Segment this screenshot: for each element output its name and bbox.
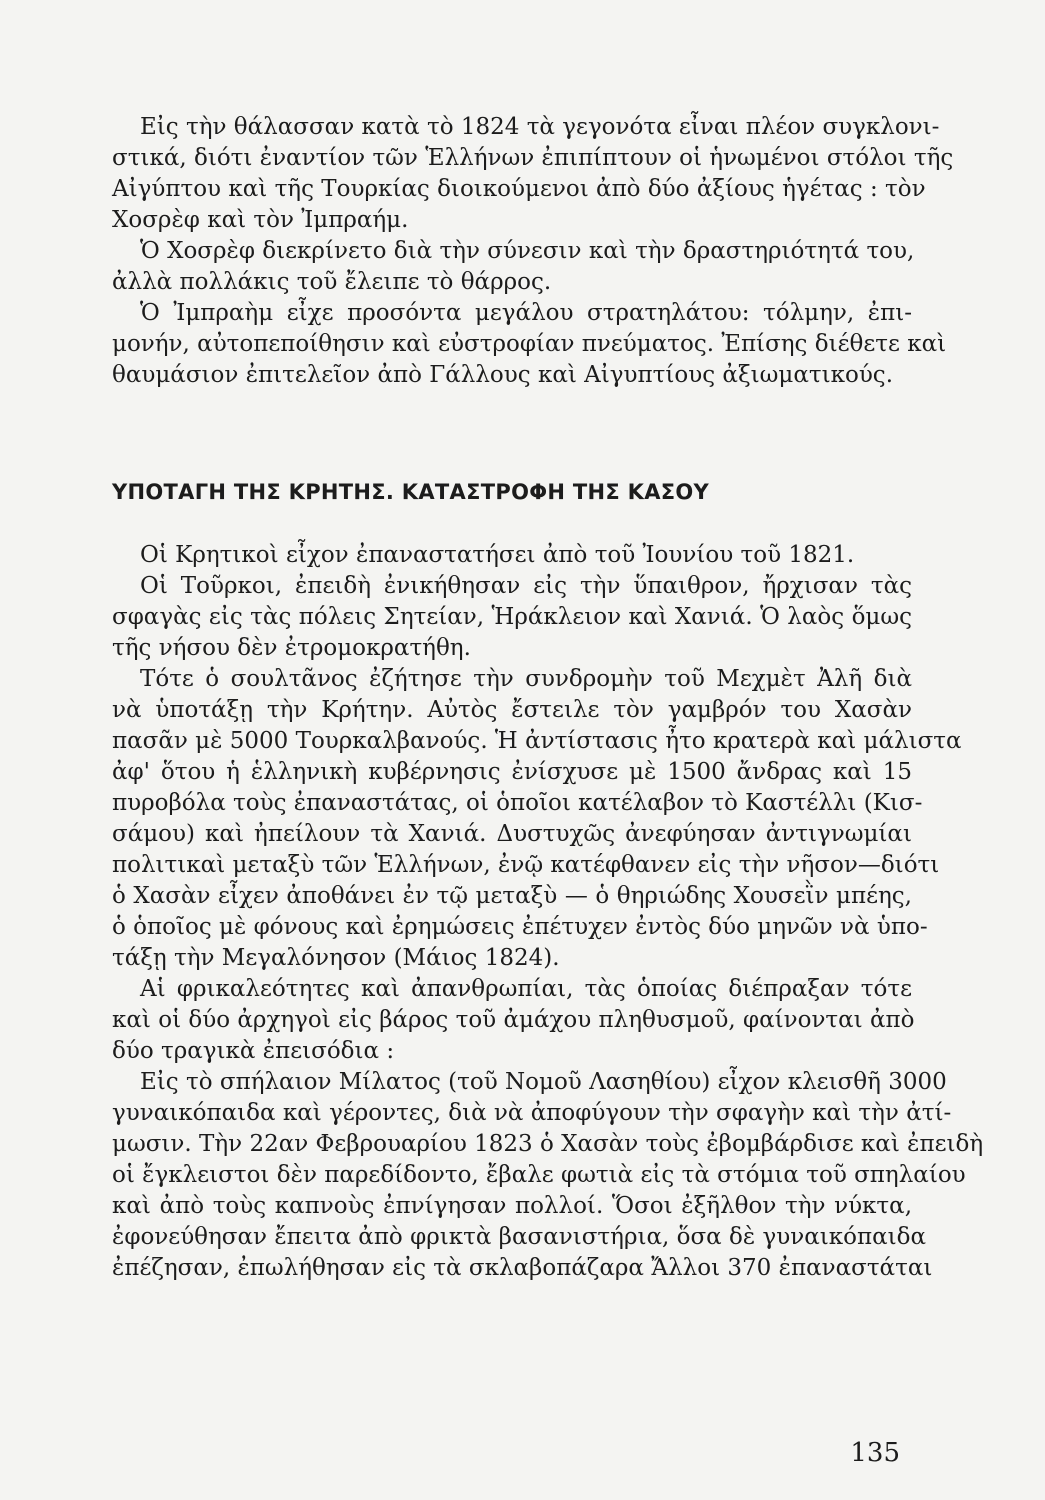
text-line: μονήν, αὐτοπεποίθησιν καὶ εὐστροφίαν πνεύματος. Ἐπίσης διέθετε καὶ <box>112 331 947 357</box>
text-line: Χοσρὲφ καὶ τὸν Ἰμπραήμ. <box>112 207 409 233</box>
text-line: Ὁ Ἰμπραὴμ εἶχε προσόντα μεγάλου στρατηλάτου: τόλμην, ἐπι- <box>140 300 912 326</box>
text-line: ὁ ὁποῖος μὲ φόνους καὶ ἐρημώσεις ἐπέτυχεν ἐντὸς δύο μηνῶν νὰ ὑπο- <box>112 914 928 940</box>
text-line: ἀφ' ὅτου ἡ ἑλληνικὴ κυβέρνησις ἐνίσχυσε μὲ 1500 ἄνδρας καὶ 15 <box>112 759 912 785</box>
text-line: οἱ ἔγκλειστοι δὲν παρεδίδοντο, ἔβαλε φωτιὰ εἰς τὰ στόμια τοῦ σπηλαίου <box>112 1162 966 1188</box>
text-line: σφαγὰς εἰς τὰς πόλεις Σητείαν, Ἡράκλειον καὶ Χανιά. Ὁ λαὸς ὅμως <box>112 604 912 630</box>
section-heading: ΥΠΟΤΑΓΗ ΤΗΣ ΚΡΗΤΗΣ. ΚΑΤΑΣΤΡΟΦΗ ΤΗΣ ΚΑΣΟΥ <box>112 480 710 504</box>
text-line: μωσιν. Τὴν 22αν Φεβρουαρίου 1823 ὁ Χασὰν τοὺς ἐβομβάρδισε καὶ ἐπειδὴ <box>112 1131 984 1157</box>
text-line: ὁ Χασὰν εἶχεν ἀποθάνει ἐν τῷ μεταξὺ — ὁ θηριώδης Χουσεῒν μπέης, <box>112 883 912 909</box>
text-line: σάμου) καὶ ἠπείλουν τὰ Χανιά. Δυστυχῶς ἀνεφύησαν ἀντιγνωμίαι <box>112 821 912 847</box>
text-line: καὶ οἱ δύο ἀρχηγοὶ εἰς βάρος τοῦ ἀμάχου πληθυσμοῦ, φαίνονται ἀπὸ <box>112 1007 915 1033</box>
text-line: Οἱ Τοῦρκοι, ἐπειδὴ ἐνικήθησαν εἰς τὴν ὕπαιθρον, ἤρχισαν τὰς <box>140 573 912 599</box>
paragraph-group-sea-1824 <box>112 112 954 391</box>
page-number: 135 <box>850 1438 900 1468</box>
text-line: πασᾶν μὲ 5000 Τουρκαλβανούς. Ἡ ἀντίστασις ἦτο κρατερὰ καὶ μάλιστα <box>112 728 962 754</box>
text-line: πυροβόλα τοὺς ἐπαναστάτας, οἱ ὁποῖοι κατέλαβον τὸ Καστέλλι (Κισ- <box>112 790 923 816</box>
text-line: Εἰς τὴν θάλασσαν κατὰ τὸ 1824 τὰ γεγονότα εἶναι πλέον συγκλονι- <box>140 114 940 140</box>
text-line: πολιτικαὶ μεταξὺ τῶν Ἑλλήνων, ἐνῷ κατέφθανεν εἰς τὴν νῆσον—διότι <box>112 852 940 878</box>
text-line: τῆς νήσου δὲν ἐτρομοκρατήθη. <box>112 635 471 661</box>
paragraph-group-crete <box>112 540 984 1284</box>
text-line: Εἰς τὸ σπήλαιον Μίλατος (τοῦ Νομοῦ Λασηθίου) εἶχον κλεισθῆ 3000 <box>140 1069 947 1095</box>
text-line: ἀλλὰ πολλάκις τοῦ ἔλειπε τὸ θάρρος. <box>112 269 552 295</box>
text-line: ἐφονεύθησαν ἔπειτα ἀπὸ φρικτὰ βασανιστήρια, ὅσα δὲ γυναικόπαιδα <box>112 1224 927 1250</box>
text-line: δύο τραγικὰ ἐπεισόδια : <box>112 1038 395 1064</box>
text-line: στικά, διότι ἐναντίον τῶν Ἑλλήνων ἐπιπίπτουν οἱ ἡνωμένοι στόλοι τῆς <box>112 145 954 171</box>
text-line: Ὁ Χοσρὲφ διεκρίνετο διὰ τὴν σύνεσιν καὶ τὴν δραστηριότητά του, <box>140 238 915 264</box>
text-line: Αἰγύπτου καὶ τῆς Τουρκίας διοικούμενοι ἀπὸ δύο ἀξίους ἡγέτας : τὸν <box>112 176 926 202</box>
text-line: ἐπέζησαν, ἐπωλήθησαν εἰς τὰ σκλαβοπάζαρα Ἄλλοι 370 ἐπαναστάται <box>112 1255 933 1281</box>
text-line: καὶ ἀπὸ τοὺς καπνοὺς ἐπνίγησαν πολλοί. Ὅσοι ἐξῆλθον τὴν νύκτα, <box>112 1193 912 1219</box>
text-line: Τότε ὁ σουλτᾶνος ἐζήτησε τὴν συνδρομὴν τοῦ Μεχμὲτ Ἀλῆ διὰ <box>140 666 912 692</box>
text-line: τάξῃ τὴν Μεγαλόνησον (Μάιος 1824). <box>112 945 560 971</box>
text-line: θαυμάσιον ἐπιτελεῖον ἀπὸ Γάλλους καὶ Αἰγυπτίους ἀξιωματικούς. <box>112 362 894 388</box>
text-line: γυναικόπαιδα καὶ γέροντες, διὰ νὰ ἀποφύγουν τὴν σφαγὴν καὶ τὴν ἀτί- <box>112 1100 952 1126</box>
text-line: νὰ ὑποτάξῃ τὴν Κρήτην. Αὐτὸς ἔστειλε τὸν γαμβρόν του Χασὰν <box>112 697 912 723</box>
text-line: Οἱ Κρητικοὶ εἶχον ἐπαναστατήσει ἀπὸ τοῦ Ἰουνίου τοῦ 1821. <box>140 542 855 568</box>
text-line: Αἱ φρικαλεότητες καὶ ἀπανθρωπίαι, τὰς ὁποίας διέπραξαν τότε <box>140 976 912 1002</box>
